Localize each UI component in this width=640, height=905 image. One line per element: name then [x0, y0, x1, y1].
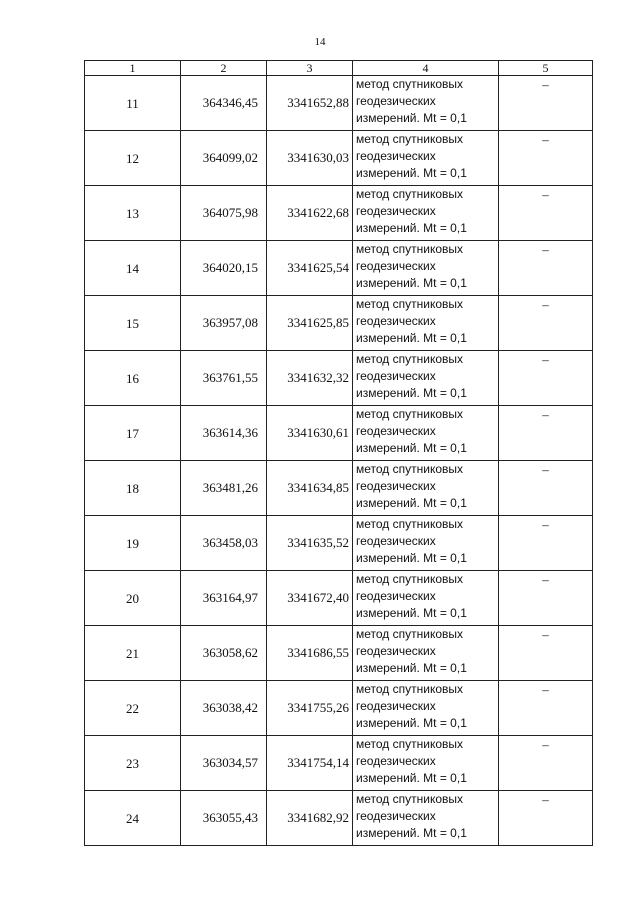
note-cell: –: [499, 626, 593, 681]
x-coordinate-cell: 364099,02: [181, 131, 267, 186]
x-coordinate-cell: 363034,57: [181, 736, 267, 791]
table-row: [85, 626, 593, 681]
method-line: измерений. Mt = 0,1: [356, 221, 467, 235]
y-coordinate-cell: 3341682,92: [267, 791, 353, 846]
x-coordinate-cell: 364346,45: [181, 76, 267, 131]
method-line: геодезических: [356, 259, 436, 273]
method-cell: [353, 131, 499, 186]
method-line: метод спутниковых: [356, 187, 464, 201]
note-cell: –: [499, 681, 593, 736]
method-line: метод спутниковых: [356, 517, 464, 531]
method-cell: [353, 681, 499, 736]
table-row: [85, 791, 593, 846]
table-row: [85, 76, 593, 131]
method-line: измерений. Mt = 0,1: [356, 166, 467, 180]
method-cell: [353, 461, 499, 516]
method-cell: [353, 571, 499, 626]
y-coordinate-cell: 3341672,40: [267, 571, 353, 626]
method-line: измерений. Mt = 0,1: [356, 826, 467, 840]
y-coordinate-cell: 3341635,52: [267, 516, 353, 571]
page-number: 14: [314, 36, 326, 48]
note-cell: –: [499, 461, 593, 516]
x-coordinate-cell: 363055,43: [181, 791, 267, 846]
method-line: измерений. Mt = 0,1: [356, 496, 467, 510]
method-line: измерений. Mt = 0,1: [356, 276, 467, 290]
method-cell: [353, 296, 499, 351]
point-number-cell: 18: [85, 461, 181, 516]
method-line: метод спутниковых: [356, 407, 464, 421]
point-number-cell: 12: [85, 131, 181, 186]
method-cell: [353, 736, 499, 791]
x-coordinate-cell: 363038,42: [181, 681, 267, 736]
method-line: измерений. Mt = 0,1: [356, 111, 467, 125]
column-header: 5: [499, 61, 593, 76]
x-coordinate-cell: 364075,98: [181, 186, 267, 241]
method-line: измерений. Mt = 0,1: [356, 661, 467, 675]
point-number-cell: 15: [85, 296, 181, 351]
method-line: геодезических: [356, 314, 436, 328]
table-header-row: [85, 61, 593, 76]
table-body: [85, 76, 593, 846]
method-cell: [353, 351, 499, 406]
method-cell: [353, 186, 499, 241]
table-row: [85, 461, 593, 516]
method-line: метод спутниковых: [356, 462, 464, 476]
x-coordinate-cell: 364020,15: [181, 241, 267, 296]
method-cell: [353, 406, 499, 461]
method-line: измерений. Mt = 0,1: [356, 331, 467, 345]
method-line: метод спутниковых: [356, 132, 464, 146]
method-line: геодезических: [356, 479, 436, 493]
method-cell: [353, 791, 499, 846]
method-line: геодезических: [356, 369, 436, 383]
point-number-cell: 16: [85, 351, 181, 406]
note-cell: –: [499, 296, 593, 351]
note-cell: –: [499, 241, 593, 296]
y-coordinate-cell: 3341630,03: [267, 131, 353, 186]
x-coordinate-cell: 363058,62: [181, 626, 267, 681]
table-row: [85, 131, 593, 186]
note-cell: –: [499, 131, 593, 186]
point-number-cell: 13: [85, 186, 181, 241]
table-row: [85, 571, 593, 626]
method-line: измерений. Mt = 0,1: [356, 771, 467, 785]
point-number-cell: 11: [85, 76, 181, 131]
y-coordinate-cell: 3341754,14: [267, 736, 353, 791]
x-coordinate-cell: 363957,08: [181, 296, 267, 351]
method-line: метод спутниковых: [356, 297, 464, 311]
method-line: геодезических: [356, 644, 436, 658]
method-line: геодезических: [356, 699, 436, 713]
y-coordinate-cell: 3341622,68: [267, 186, 353, 241]
x-coordinate-cell: 363481,26: [181, 461, 267, 516]
method-line: геодезических: [356, 204, 436, 218]
x-coordinate-cell: 363458,03: [181, 516, 267, 571]
method-line: геодезических: [356, 534, 436, 548]
method-line: геодезических: [356, 94, 436, 108]
note-cell: –: [499, 186, 593, 241]
point-number-cell: 23: [85, 736, 181, 791]
method-line: метод спутниковых: [356, 242, 464, 256]
table-row: [85, 296, 593, 351]
table-row: [85, 406, 593, 461]
y-coordinate-cell: 3341634,85: [267, 461, 353, 516]
point-number-cell: 14: [85, 241, 181, 296]
coordinates-table: [84, 60, 593, 846]
table-row: [85, 241, 593, 296]
method-line: геодезических: [356, 589, 436, 603]
y-coordinate-cell: 3341625,85: [267, 296, 353, 351]
method-line: метод спутниковых: [356, 77, 464, 91]
y-coordinate-cell: 3341686,55: [267, 626, 353, 681]
column-header: 1: [85, 61, 181, 76]
note-cell: –: [499, 76, 593, 131]
note-cell: –: [499, 736, 593, 791]
point-number-cell: 22: [85, 681, 181, 736]
table-row: [85, 186, 593, 241]
method-cell: [353, 241, 499, 296]
table-row: [85, 516, 593, 571]
note-cell: –: [499, 406, 593, 461]
method-line: измерений. Mt = 0,1: [356, 441, 467, 455]
method-line: геодезических: [356, 754, 436, 768]
table-row: [85, 681, 593, 736]
note-cell: –: [499, 351, 593, 406]
method-line: метод спутниковых: [356, 627, 464, 641]
point-number-cell: 17: [85, 406, 181, 461]
y-coordinate-cell: 3341630,61: [267, 406, 353, 461]
method-line: метод спутниковых: [356, 682, 464, 696]
method-line: измерений. Mt = 0,1: [356, 716, 467, 730]
note-cell: –: [499, 516, 593, 571]
method-line: измерений. Mt = 0,1: [356, 606, 467, 620]
method-line: измерений. Mt = 0,1: [356, 551, 467, 565]
method-cell: [353, 76, 499, 131]
point-number-cell: 24: [85, 791, 181, 846]
x-coordinate-cell: 363164,97: [181, 571, 267, 626]
x-coordinate-cell: 363614,36: [181, 406, 267, 461]
method-line: метод спутниковых: [356, 737, 464, 751]
method-cell: [353, 516, 499, 571]
y-coordinate-cell: 3341625,54: [267, 241, 353, 296]
method-line: метод спутниковых: [356, 792, 464, 806]
method-line: метод спутниковых: [356, 572, 464, 586]
table-row: [85, 351, 593, 406]
y-coordinate-cell: 3341632,32: [267, 351, 353, 406]
note-cell: –: [499, 791, 593, 846]
method-line: геодезических: [356, 424, 436, 438]
y-coordinate-cell: 3341652,88: [267, 76, 353, 131]
method-cell: [353, 626, 499, 681]
table-row: [85, 736, 593, 791]
x-coordinate-cell: 363761,55: [181, 351, 267, 406]
method-line: геодезических: [356, 149, 436, 163]
method-line: геодезических: [356, 809, 436, 823]
column-header: 4: [353, 61, 499, 76]
method-line: измерений. Mt = 0,1: [356, 386, 467, 400]
y-coordinate-cell: 3341755,26: [267, 681, 353, 736]
point-number-cell: 20: [85, 571, 181, 626]
column-header: 2: [181, 61, 267, 76]
point-number-cell: 21: [85, 626, 181, 681]
method-line: метод спутниковых: [356, 352, 464, 366]
column-header: 3: [267, 61, 353, 76]
note-cell: –: [499, 571, 593, 626]
point-number-cell: 19: [85, 516, 181, 571]
